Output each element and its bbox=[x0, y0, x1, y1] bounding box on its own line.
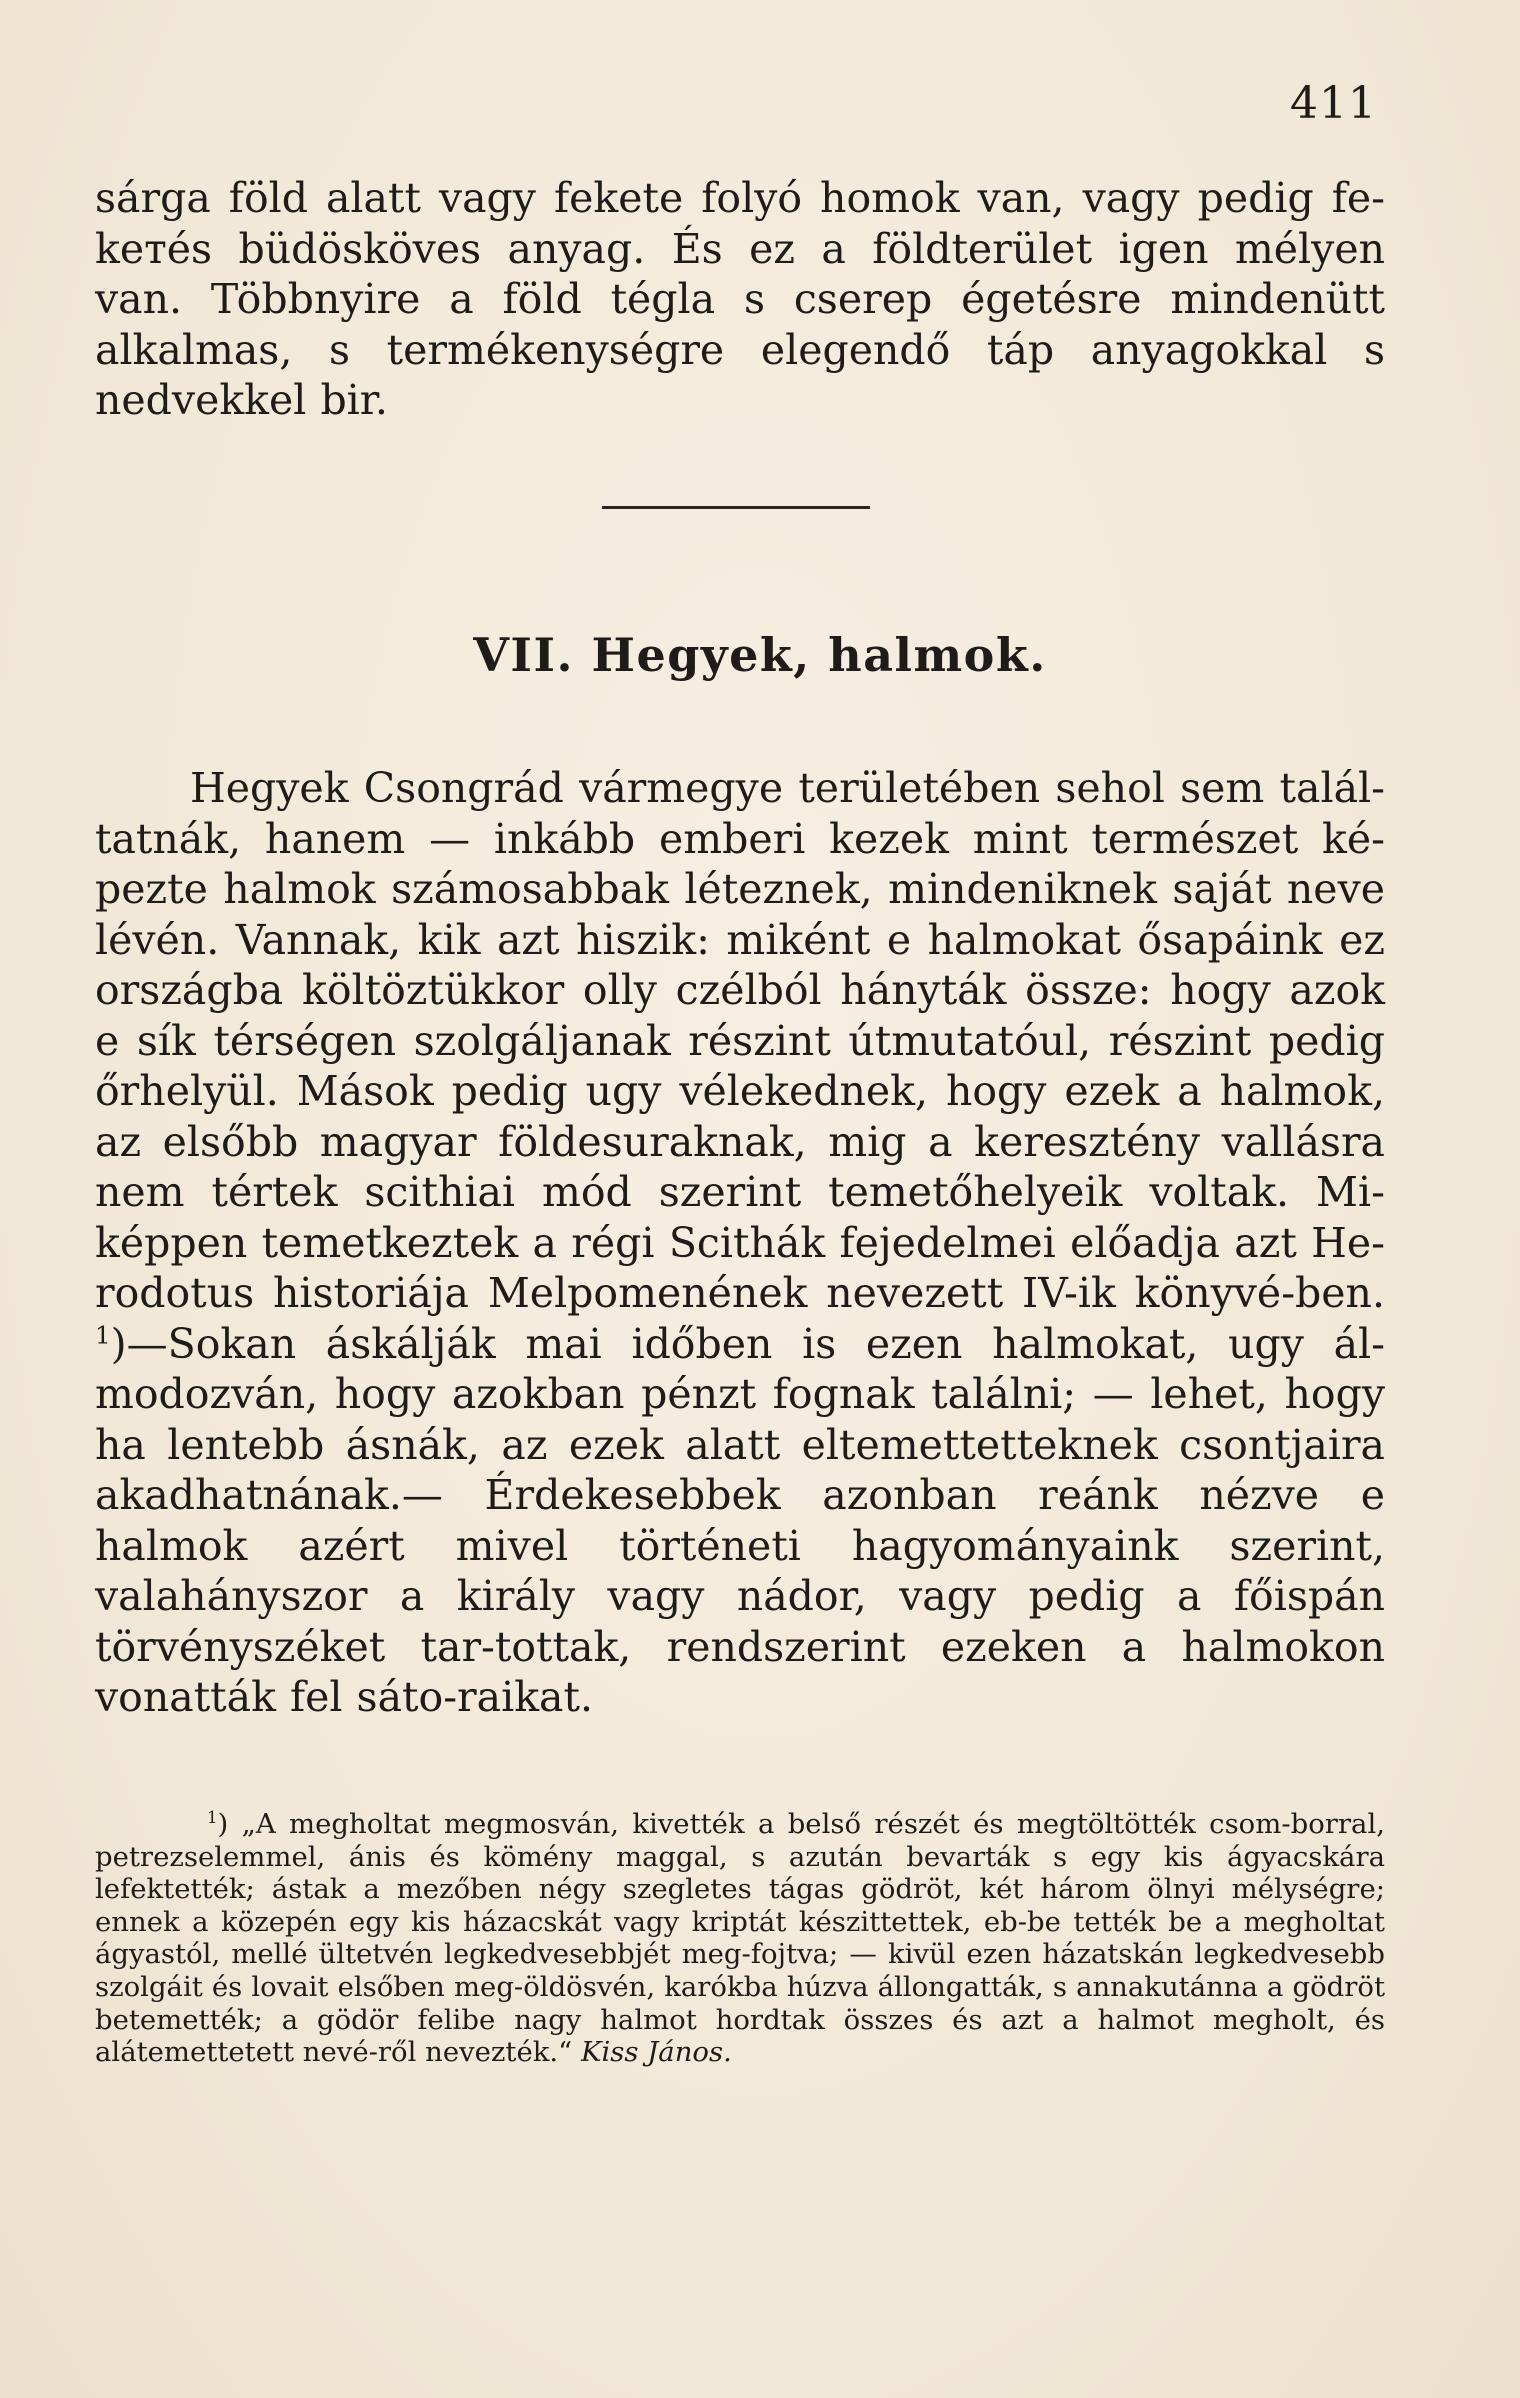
section-heading: VII. Hegyek, halmok. bbox=[473, 628, 1047, 682]
footnote-signature: Kiss János. bbox=[580, 2036, 732, 2069]
footnote-text: ) „A megholtat megmosván, kivették a belső részét és megtöltötték csom-borral, petrezselemmel, ánis és kömény maggal, s azután bevarták s egy kis ágyacskára lefektették; ástak a mezőben négy szegletes tágas gödröt, két három ölnyi mélységre; ennek a közepén egy kis házacskát vagy kriptát készittettek, eb-be tették be a megholtat ágyastól, mellé ültetvén legkedvesebbjét meg-fojtva; — kivül ezen házatskán legkedvesebb szolgáit és lovait elsőben meg-öldösvén, karókba húzva állongatták, s annakutánna a gödröt betemették; a gödör felibe nagy halmot hordtak összes és azt a halmot megholt, és alátemettetett nevé-ről nevezték.“ bbox=[95, 1808, 1385, 2069]
body-text-before-note: Hegyek Csongrád vármegye területében sehol sem talál-tatnák, hanem — inkább emberi kezek mint természet ké-pezte halmok számosabbak léteznek, mindeniknek saját neve lévén. Vannak, kik azt hiszik: miként e halmokat ősapáink ez országba költöztükkor olly czélból hányták össze: hogy azok e sík térségen szolgáljanak részint útmutatóul, részint pedig őrhelyül. Mások pedig ugy vélekednek, hogy ezek a halmok, az elsőbb magyar földesuraknak, mig a keresztény vallásra nem tértek scithiai mód szerint temetőhelyeik voltak. Mi-képpen temetkeztek a régi Scithák fejedelmei előadja azt He-rodotus historiája Melpomenének nevezett IV-ik könyvé-ben. bbox=[95, 764, 1385, 1317]
body-paragraph bbox=[95, 763, 1385, 1723]
page-number: 411 bbox=[1290, 78, 1377, 129]
section-divider bbox=[602, 506, 870, 509]
footnote bbox=[95, 1808, 1385, 2069]
footnote-mark: 1 bbox=[207, 1807, 218, 1827]
footnote-reference: 1 bbox=[95, 1319, 111, 1349]
body-text-after-note: )—Sokan áskálják mai időben is ezen halmokat, ugy ál-modozván, hogy azokban pénzt fognak találni; — lehet, hogy ha lentebb ásnák, az ezek alatt eltemettetteknek csontjaira akadhatnának.— Érdekesebbek azonban reánk nézve e halmok azért mivel történeti hagyományaink szerint, valahányszor a király vagy nádor, vagy pedig a főispán törvényszéket tar-tottak, rendszerint ezeken a halmokon vonatták fel sáto-raikat. bbox=[95, 1319, 1385, 1721]
top-paragraph: sárga föld alatt vagy fekete folyó homok van, vagy pedig fe-kетés büdösköves anyag. És ez a földterület igen mélyen van. Többnyire a föld tégla s cserep égetésre mindenütt alkalmas, s termékenységre elegendő táp anyagokkal s nedvekkel bir. bbox=[95, 174, 1385, 425]
